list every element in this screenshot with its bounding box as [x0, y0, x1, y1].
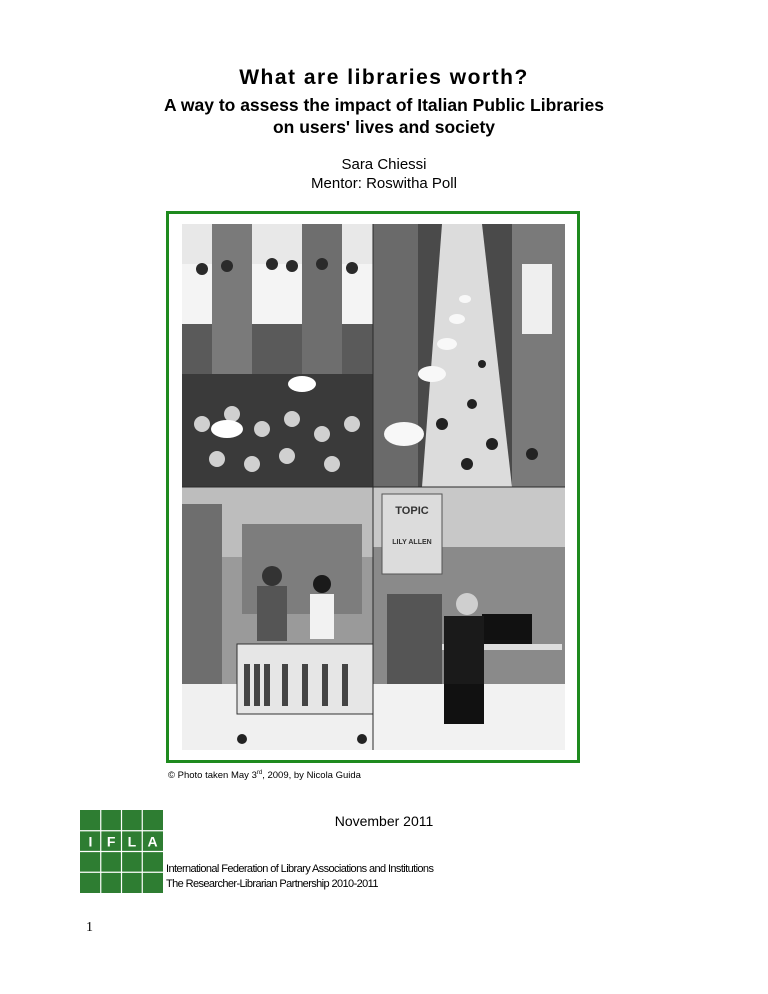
photo-credit-prefix: © Photo taken May 3 — [168, 770, 257, 782]
document-title: What are libraries worth? — [239, 66, 529, 89]
ifla-org-line-1: International Federation of Library Associations and Institutions — [166, 863, 434, 875]
ifla-letter-i: I — [88, 833, 93, 850]
author-block — [0, 155, 768, 193]
ifla-logo-graphic — [80, 810, 163, 893]
photo-frame — [166, 211, 580, 763]
ifla-letter-l: L — [127, 833, 137, 850]
mentor-name: Mentor: Roswitha Poll — [311, 175, 457, 192]
ifla-letter-f: F — [106, 833, 116, 850]
poster-title: TOPIC — [395, 505, 429, 517]
author-name: Sara Chiessi — [341, 156, 427, 173]
publication-date: November 2011 — [334, 813, 434, 829]
subtitle-line-1: A way to assess the impact of Italian Public Libraries — [164, 95, 604, 115]
library-photo-collage — [182, 224, 565, 750]
ifla-logo — [80, 810, 163, 893]
photo-credit-suffix: , 2009, by Nicola Guida — [262, 770, 361, 782]
photo-credit — [168, 770, 361, 781]
subtitle-line-2: on users' lives and society — [272, 117, 496, 137]
poster-subtitle: LILY ALLEN — [392, 539, 432, 546]
photo-collage-illustration — [182, 224, 565, 750]
document-subtitle — [0, 94, 768, 138]
page-number: 1 — [86, 920, 93, 935]
ifla-org-line-2: The Researcher-Librarian Partnership 2010-2011 — [166, 878, 378, 890]
ifla-organization — [166, 862, 433, 892]
ifla-letter-a: A — [147, 833, 158, 850]
photo-credit-superscript: rd — [256, 770, 263, 776]
